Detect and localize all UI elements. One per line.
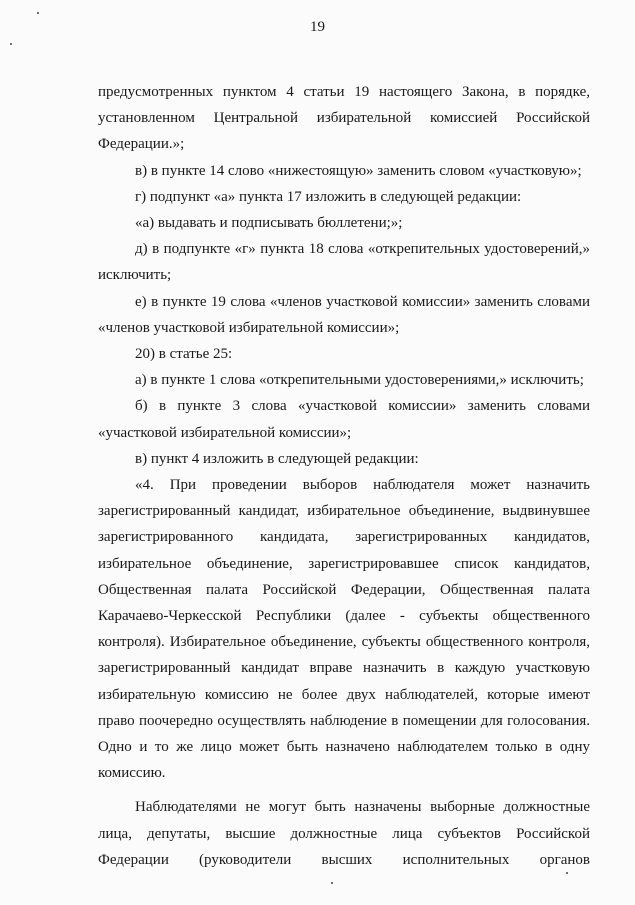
text-line: зарегистрированный кандидат, избирательное объединение, выдвинувшее xyxy=(98,503,590,520)
text-line: избирательное объединение, зарегистрировавшее список кандидатов, xyxy=(98,555,590,572)
text-line: лица, депутаты, высшие должностные лица субъектов Российской xyxy=(98,825,590,842)
scan-speck xyxy=(10,43,12,45)
text-line: установленном Центральной избирательной комиссией Российской xyxy=(98,110,590,127)
text-line: Одно и то же лицо может быть назначено наблюдателем только в одну xyxy=(98,739,590,756)
text-line: а) в пункте 1 слова «открепительными удостоверениями,» исключить; xyxy=(135,372,584,389)
scan-speck xyxy=(331,882,333,884)
text-line: Карачаево-Черкесской Республики (далее - субъекты общественного xyxy=(98,608,590,625)
text-line: зарегистрированного кандидата, зарегистрированных кандидатов, xyxy=(98,529,590,546)
text-line: избирательную комиссию не более двух наблюдателей, которые имеют xyxy=(98,686,590,703)
text-line: Федерации.»; xyxy=(98,136,185,153)
scan-speck xyxy=(566,872,568,874)
scan-speck xyxy=(37,12,39,14)
text-line: «членов участковой избирательной комиссии»; xyxy=(98,319,400,336)
page-number: 19 xyxy=(310,19,325,35)
text-line: «участковой избирательной комиссии»; xyxy=(98,424,352,441)
text-line: в) в пункте 14 слово «нижестоящую» заменить словом «участковую»; xyxy=(135,162,582,179)
text-line: г) подпункт «а» пункта 17 изложить в следующей редакции: xyxy=(135,188,522,205)
text-line: исключить; xyxy=(98,267,172,284)
document-body xyxy=(98,79,590,873)
text-line: «а) выдавать и подписывать бюллетени;»; xyxy=(135,215,403,232)
text-line: «4. При проведении выборов наблюдателя может назначить xyxy=(135,477,590,494)
text-line: б) в пункте 3 слова «участковой комиссии» заменить словами xyxy=(135,398,590,415)
text-line: в) пункт 4 изложить в следующей редакции: xyxy=(135,450,419,467)
text-line: предусмотренных пунктом 4 статьи 19 настоящего Закона, в порядке, xyxy=(98,84,590,100)
text-line: Общественная палата Российской Федерации, Общественная палата xyxy=(98,581,590,598)
text-line: е) в пункте 19 слова «членов участковой комиссии» заменить словами xyxy=(135,293,590,310)
text-line: д) в подпункте «г» пункта 18 слова «открепительных удостоверений,» xyxy=(135,241,590,258)
text-line: контроля). Избирательное объединение, субъекты общественного контроля, xyxy=(98,634,590,651)
text-line: комиссию. xyxy=(98,765,166,782)
text-line: Наблюдателями не могут быть назначены выборные должностные xyxy=(135,799,590,816)
text-line: зарегистрированный кандидат вправе назначить в каждую участковую xyxy=(98,660,590,677)
text-line: Федерации (руководители высших исполнительных органов xyxy=(98,851,590,868)
text-line: право поочередно осуществлять наблюдение в помещении для голосования. xyxy=(98,712,590,729)
text-line: 20) в статье 25: xyxy=(135,346,233,363)
